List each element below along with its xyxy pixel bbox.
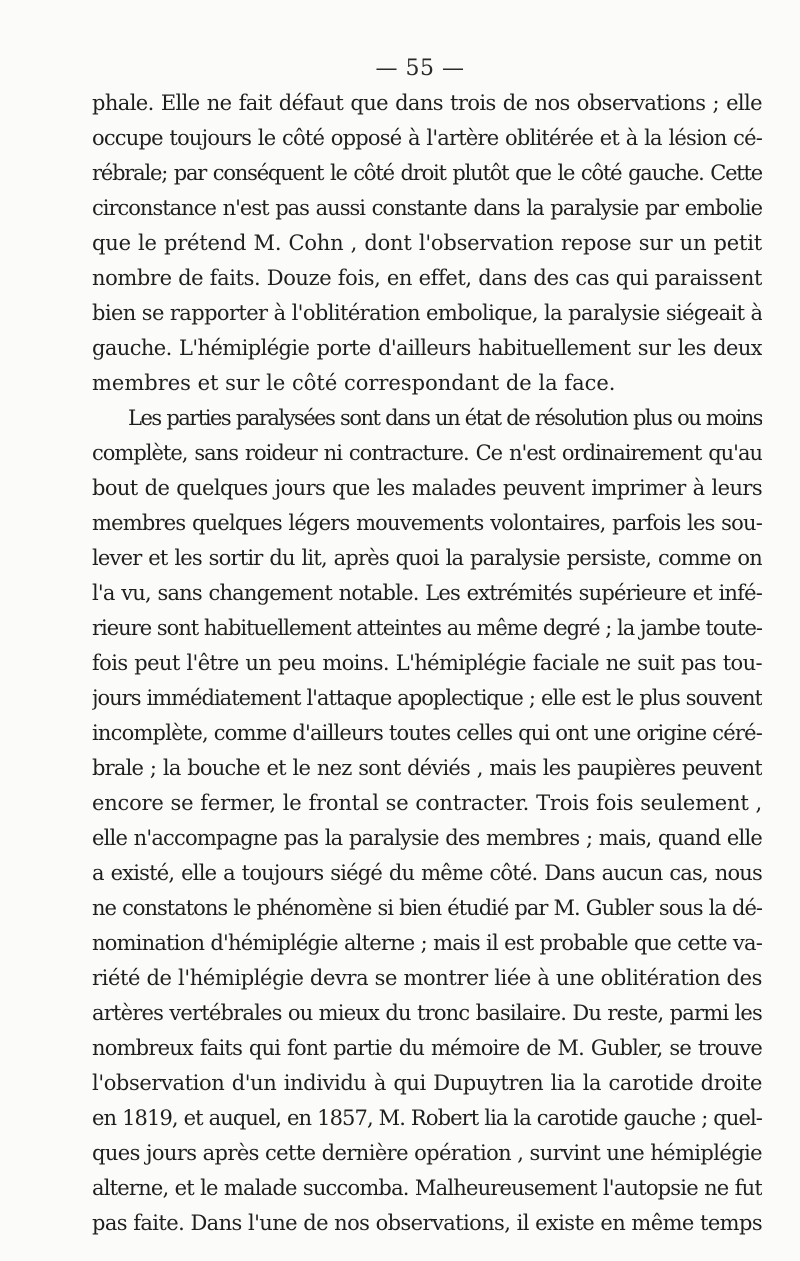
text-line: encore se fermer, le frontal se contracter. Trois fois seulement , [92,791,762,815]
body-text [92,86,762,1241]
text-line: Les parties paralysées sont dans un état de résolution plus ou moins [128,406,762,430]
text-line: gauche. L'hémiplégie porte d'ailleurs habituellement sur les deux [92,336,762,360]
text-line: complète, sans roideur ni contracture. Ce n'est ordinairement qu'au [92,441,762,465]
text-line: alterne, et le malade succomba. Malheureusement l'autopsie ne fut [92,1176,762,1200]
text-line: a existé, elle a toujours siégé du même côté. Dans aucun cas, nous [92,861,762,885]
text-line: fois peut l'être un peu moins. L'hémiplégie faciale ne suit pas tou- [92,651,762,675]
text-line: riété de l'hémiplégie devra se montrer liée à une oblitération des [92,966,762,990]
text-line: brale ; la bouche et le nez sont déviés , mais les paupières peuvent [92,756,762,780]
text-line: nombreux faits qui font partie du mémoire de M. Gubler, se trouve [92,1036,762,1060]
text-line: ques jours après cette dernière opération , survint une hémiplégie [92,1141,762,1165]
text-line: nomination d'hémiplégie alterne ; mais il est probable que cette va- [92,931,762,955]
text-line: incomplète, comme d'ailleurs toutes celles qui ont une origine céré- [92,721,762,745]
text-line: artères vertébrales ou mieux du tronc basilaire. Du reste, parmi les [92,1001,762,1025]
text-line: en 1819, et auquel, en 1857, M. Robert lia la carotide gauche ; quel- [92,1106,762,1130]
text-line: l'a vu, sans changement notable. Les extrémités supérieure et infé- [92,581,762,605]
text-line: rieure sont habituellement atteintes au même degré ; la jambe toute- [92,616,762,640]
text-line: membres quelques légers mouvements volontaires, parfois les sou- [92,511,762,535]
text-line: l'observation d'un individu à qui Dupuytren lia la carotide droite [92,1071,762,1095]
text-line: rébrale; par conséquent le côté droit plutôt que le côté gauche. Cette [92,161,762,185]
text-line: bien se rapporter à l'oblitération embolique, la paralysie siégeait à [92,301,762,325]
text-line: membres et sur le côté correspondant de la face. [92,371,616,395]
text-line: jours immédiatement l'attaque apoplectique ; elle est le plus souvent [92,686,762,710]
text-line: elle n'accompagne pas la paralysie des membres ; mais, quand elle [92,826,762,850]
text-line: nombre de faits. Douze fois, en effet, dans des cas qui paraissent [92,266,762,290]
text-line: ne constatons le phénomène si bien étudié par M. Gubler sous la dé- [92,896,762,920]
text-line: lever et les sortir du lit, après quoi la paralysie persiste, comme on [92,546,762,570]
text-line: circonstance n'est pas aussi constante dans la paralysie par embolie [92,196,762,220]
text-line: pas faite. Dans l'une de nos observations, il existe en même temps [92,1211,762,1235]
page-header [0,56,800,81]
text-line: bout de quelques jours que les malades peuvent imprimer à leurs [92,476,762,500]
text-line: phale. Elle ne fait défaut que dans trois de nos observations ; elle [92,91,762,115]
text-line: occupe toujours le côté opposé à l'artère oblitérée et à la lésion cé- [92,126,762,150]
text-line: que le prétend M. Cohn , dont l'observation repose sur un petit [92,231,762,255]
page-number: — 55 — [375,56,465,81]
